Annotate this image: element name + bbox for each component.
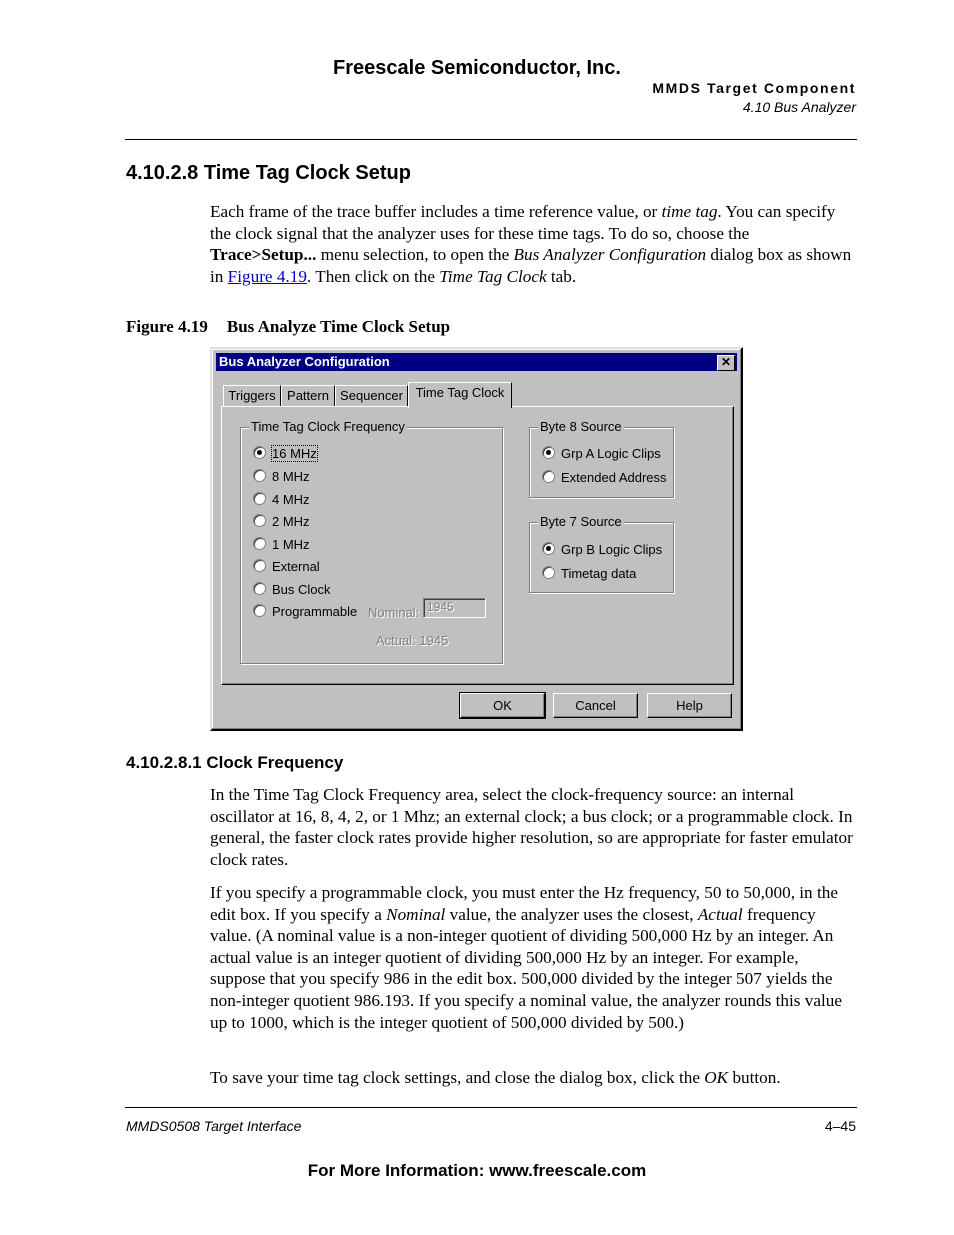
bus-analyzer-dialog (210, 347, 743, 731)
close-icon[interactable]: ✕ (717, 355, 735, 371)
tab-sequencer[interactable]: Sequencer (335, 385, 408, 406)
radio-1mhz[interactable]: 1 MHz (253, 537, 310, 553)
clock-frequency-paragraph: In the Time Tag Clock Frequency area, select the clock-frequency source: an internal oscillator at 16, 8, 4, 2, or 1 Mhz; an external clock; a bus clock; or a programmable clock. In general, the faster clock rates provide higher resolution, so are appropriate for faster emulator clock rates. (210, 785, 853, 869)
frequency-group-label: Time Tag Clock Frequency (251, 419, 405, 434)
radio-grp-a-logic-clips[interactable]: Grp A Logic Clips (542, 446, 661, 462)
save-settings-paragraph: To save your time tag clock settings, and close the dialog box, click the OK button. (210, 1068, 781, 1087)
help-button[interactable]: Help (647, 693, 732, 718)
figure-title: Bus Analyze Time Clock Setup (226, 317, 451, 336)
radio-programmable[interactable]: Programmable (253, 604, 357, 620)
radio-icon (253, 537, 266, 550)
byte8-group (529, 419, 674, 498)
footer-info: For More Information: www.freescale.com (307, 1161, 647, 1180)
radio-selected-icon (542, 542, 555, 555)
radio-icon (253, 582, 266, 595)
radio-icon (542, 566, 555, 579)
radio-selected-icon (253, 446, 266, 459)
radio-icon (253, 604, 266, 617)
ok-button[interactable]: OK (460, 693, 545, 718)
radio-grp-b-logic-clips[interactable]: Grp B Logic Clips (542, 542, 662, 558)
radio-icon (253, 492, 266, 505)
intro-paragraph: Each frame of the trace buffer includes a time reference value, or time tag. You can specify the clock signal that the analyzer uses for these time tags. To do so, choose the Trace>Setup... menu selection, to open the Bus Analyzer Configuration dialog box as shown in Figure 4.19. Then click on the Time Tag Clock tab. (210, 202, 852, 286)
actual-readout: Actual: 1945 (376, 633, 449, 648)
programmable-clock-paragraph: If you specify a programmable clock, you must enter the Hz frequency, 50 to 50,000, in the edit box. If you specify a Nominal value, the analyzer uses the closest, Actual frequency value. (A nominal value is a non-integer quotient of dividing 500,000 Hz by an integer. An actual value is an integer quotient of dividing 500,000 Hz by an integer. For example, suppose that you specify 986 in the edit box. 500,000 divided by the integer 507 yields the non-integer quotient 986.193. If you specify a nominal value, the analyzer rounds this value up to 1000, which is the integer quotient of 500,000 divided by 500.) (210, 883, 842, 1032)
byte7-group-label: Byte 7 Source (540, 514, 622, 529)
radio-selected-icon (542, 446, 555, 459)
footer-doc-title: MMDS0508 Target Interface (126, 1118, 302, 1134)
radio-extended-address[interactable]: Extended Address (542, 470, 667, 486)
footer-rule (125, 1107, 857, 1108)
dialog-titlebar (216, 353, 737, 371)
frequency-group (240, 419, 503, 664)
byte7-group (529, 514, 674, 593)
radio-icon (253, 514, 266, 527)
company-name: Freescale Semiconductor, Inc. (333, 57, 621, 79)
radio-icon (253, 559, 266, 572)
dialog-title: Bus Analyzer Configuration (219, 354, 390, 369)
header-rule (125, 139, 857, 140)
subsection-title: 4.10.2.8.1 Clock Frequency (126, 753, 344, 772)
chapter-header: MMDS Target Component (652, 80, 856, 96)
figure-link[interactable]: Figure 4.19 (227, 266, 307, 286)
cancel-button[interactable]: Cancel (553, 693, 638, 718)
footer-page-number: 4–45 (824, 1118, 856, 1134)
tab-time-tag-clock[interactable]: Time Tag Clock (408, 382, 512, 408)
radio-8mhz[interactable]: 8 MHz (253, 469, 310, 485)
figure-caption (126, 317, 450, 337)
radio-icon (253, 469, 266, 482)
radio-16mhz[interactable]: 16 MHz (253, 446, 317, 462)
figure-number: Figure 4.19 (126, 317, 208, 336)
radio-timetag-data[interactable]: Timetag data (542, 566, 636, 582)
radio-external[interactable]: External (253, 559, 320, 575)
tab-panel (221, 406, 734, 685)
nominal-input[interactable]: 1945 (423, 598, 486, 618)
radio-bus-clock[interactable]: Bus Clock (253, 582, 331, 598)
radio-2mhz[interactable]: 2 MHz (253, 514, 310, 530)
section-header: 4.10 Bus Analyzer (742, 99, 856, 115)
nominal-label: Nominal: (368, 605, 420, 620)
tab-triggers[interactable]: Triggers (223, 385, 281, 406)
byte8-group-label: Byte 8 Source (540, 419, 622, 434)
section-title: 4.10.2.8 Time Tag Clock Setup (126, 162, 411, 184)
radio-4mhz[interactable]: 4 MHz (253, 492, 310, 508)
tab-pattern[interactable]: Pattern (281, 385, 335, 406)
radio-icon (542, 470, 555, 483)
